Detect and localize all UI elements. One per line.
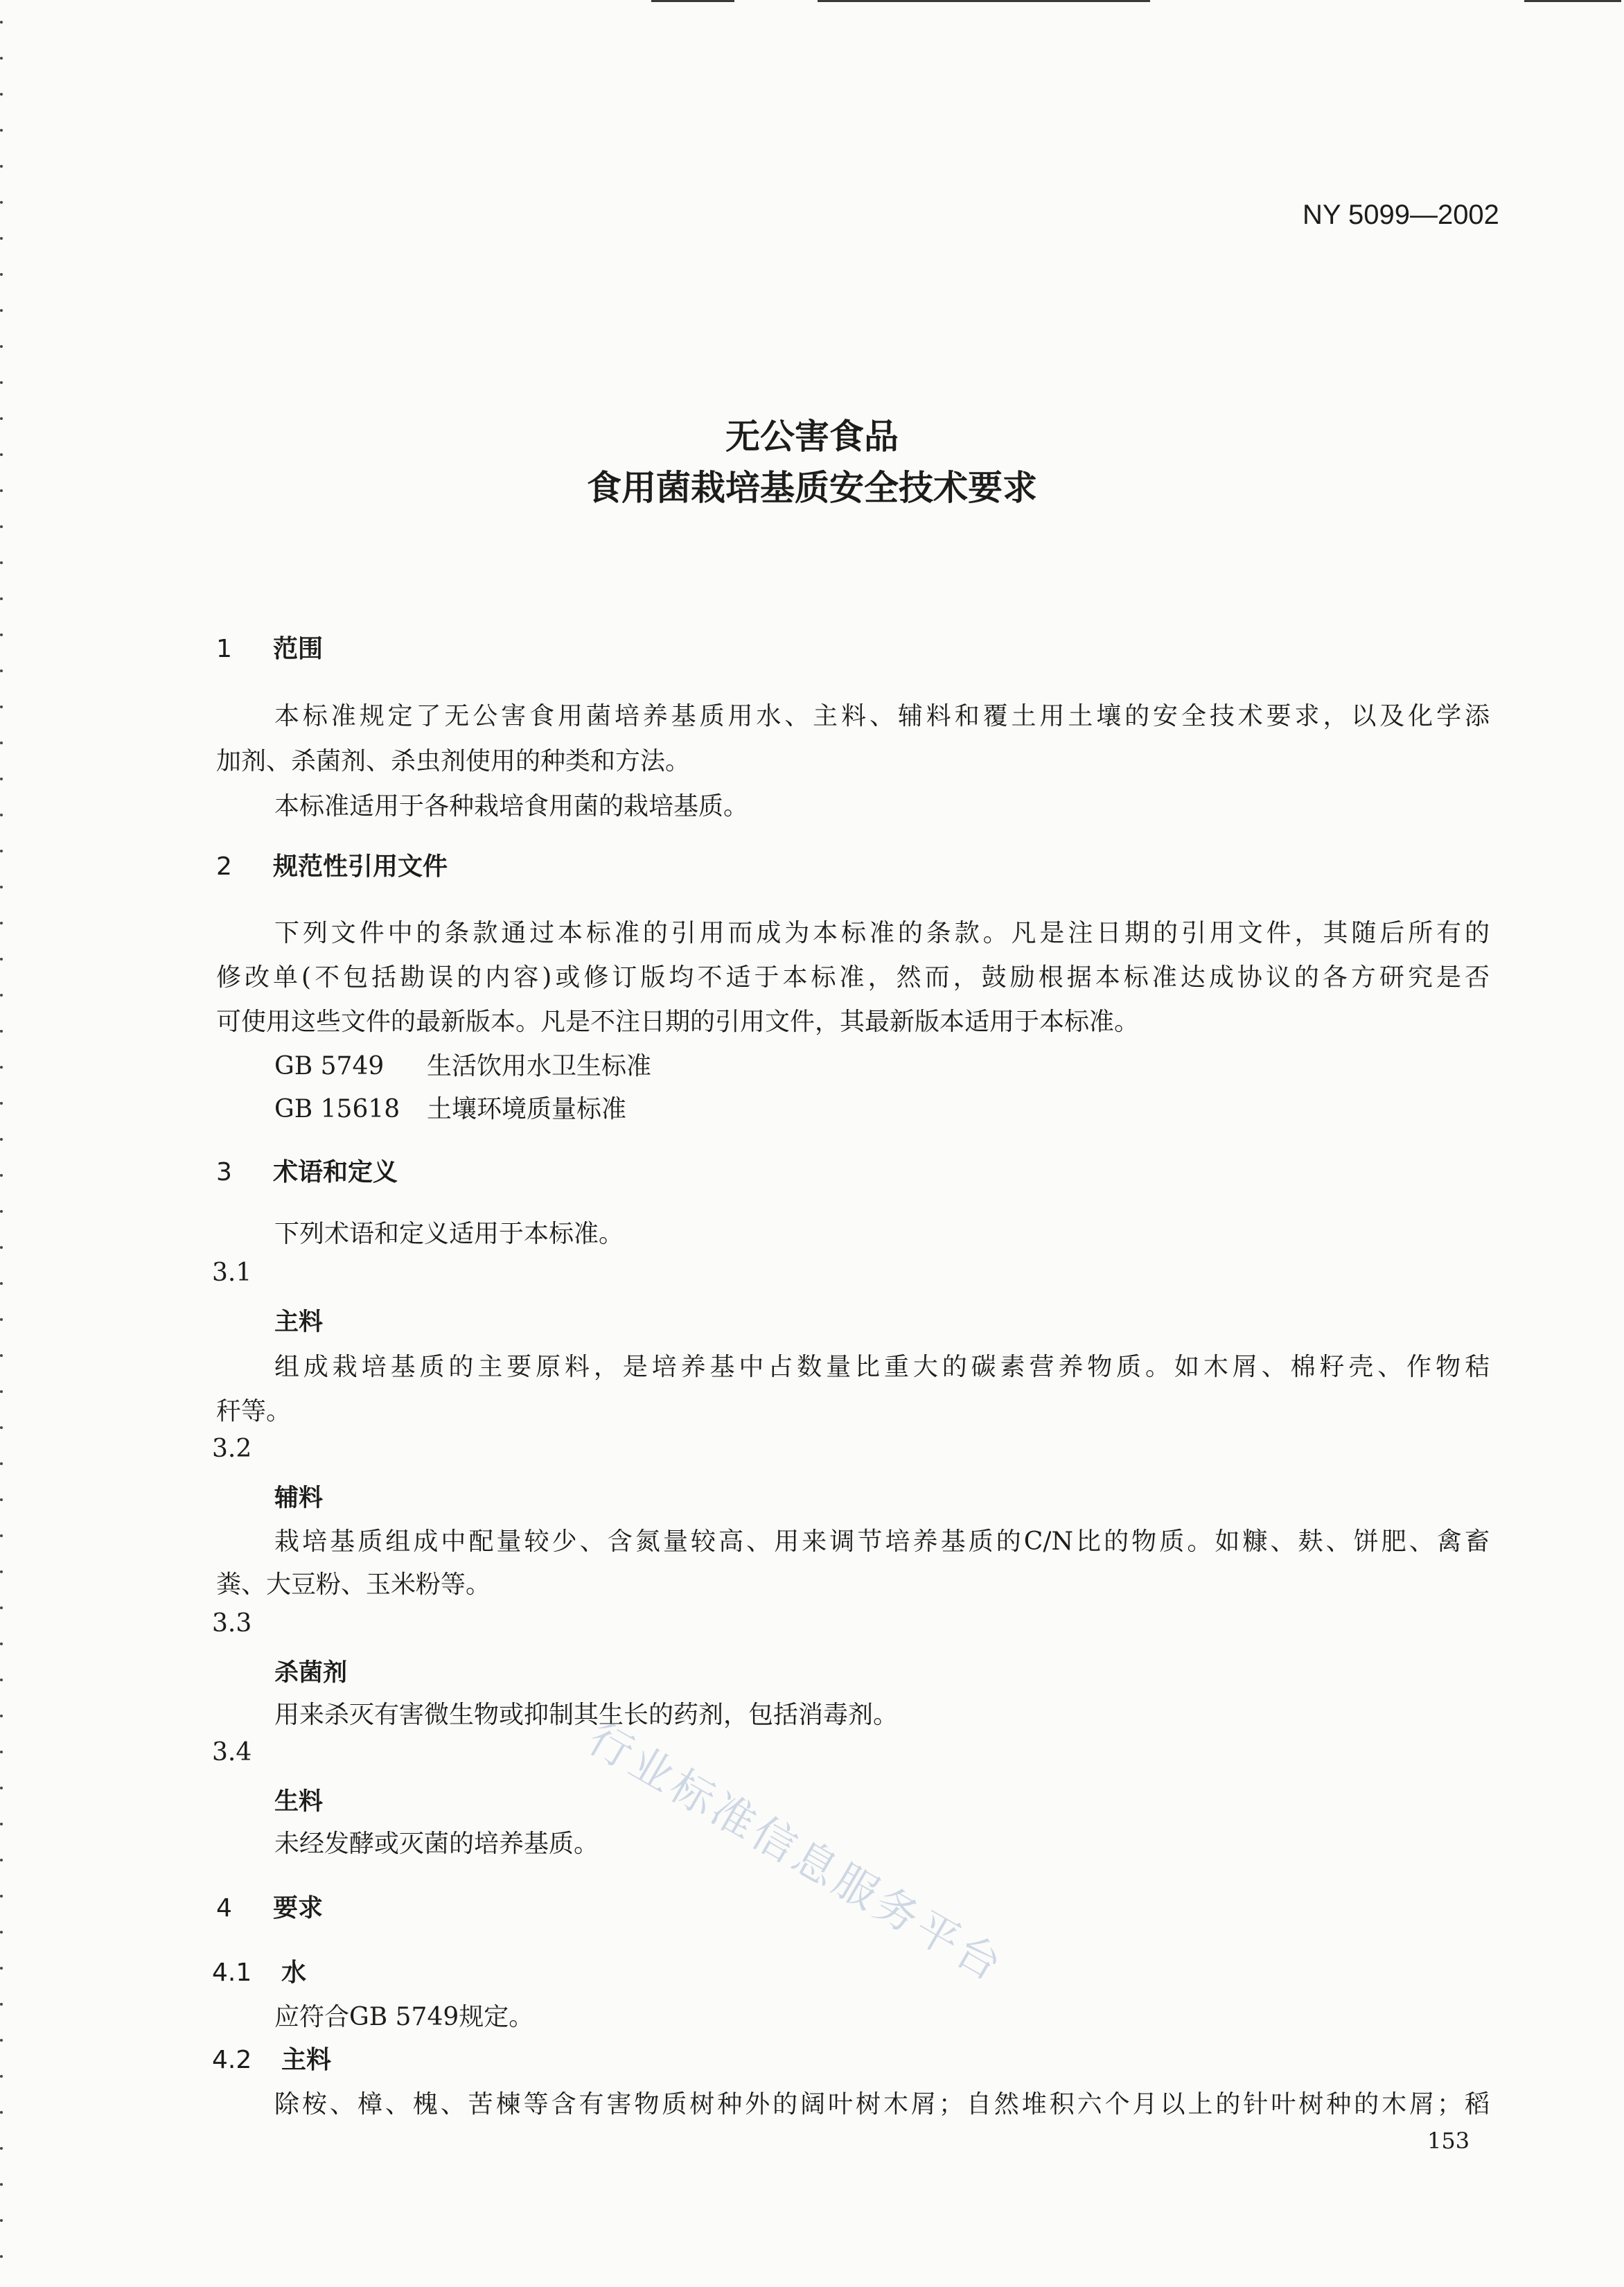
title-line-1: 无公害食品 [725,417,899,457]
subsection-title: 水 [281,1959,307,1987]
scan-edge-dot [0,273,3,276]
term-number: 3.2 [212,1435,252,1463]
scan-edge-dot [0,814,3,816]
section-title: 范围 [273,635,324,663]
paragraph-line: 下列术语和定义适用于本标准。 [274,1220,624,1248]
scan-edge-dot [0,345,3,348]
scan-edge-dot [0,1787,3,1789]
scan-edge-dot [0,1354,3,1357]
subsection-number: 4.1 [212,1959,252,1987]
scan-edge-dot [0,1138,3,1141]
scan-edge-dot [0,2183,3,2186]
scan-edge-dot [0,1534,3,1537]
scan-edge-dot [0,2255,3,2258]
scan-edge-dot [0,922,3,925]
term-number: 3.3 [212,1609,252,1638]
scan-edge-dot [0,2219,3,2222]
section-title: 术语和定义 [273,1158,398,1186]
scan-edge-dot [0,2003,3,2006]
page-number: 153 [1427,2128,1470,2154]
scan-edge-dot [0,633,3,636]
scan-edge-dot [0,1751,3,1753]
scan-edge-dot [0,2039,3,2042]
scan-edge-dot [0,778,3,780]
term-name: 主料 [274,1308,324,1336]
reference-item [274,1046,651,1082]
scan-mark [1524,0,1621,2]
section-number: 2 [216,852,232,881]
scan-edge-dot [0,1066,3,1069]
scan-edge-dot [0,994,3,997]
term-definition: 粪、大豆粉、玉米粉等。 [216,1570,491,1599]
scan-edge-dot [0,1642,3,1645]
section-title: 要求 [273,1894,324,1922]
scan-edge-dot [0,309,3,312]
reference-title: 生活饮用水卫生标准 [427,1052,652,1080]
scan-edge-dot [0,1390,3,1393]
paragraph-line: 修改单(不包括勘误的内容)或修订版均不适于本标准，然而，鼓励根据本标准达成协议的各方研究是否 [216,963,1490,992]
scan-edge-dot [0,561,3,564]
scan-edge-dot [0,1895,3,1898]
section-number: 1 [216,635,232,663]
reference-item [274,1089,626,1125]
scan-edge-dot [0,381,3,384]
scan-edge-dot [0,1174,3,1177]
scan-mark [651,0,734,2]
scan-edge-dot [0,1967,3,1970]
scan-edge-dot [0,669,3,672]
scan-edge-dot [0,1606,3,1609]
scan-edge-dot [0,165,3,168]
paragraph-line: 下列文件中的条款通过本标准的引用而成为本标准的条款。凡是注日期的引用文件，其随后所有的 [274,919,1490,947]
term-name: 杀菌剂 [274,1659,348,1687]
reference-code: GB 5749 [274,1052,385,1080]
term-name: 生料 [274,1788,324,1816]
scan-edge-dot [0,1498,3,1501]
scan-edge-dot [0,2075,3,2078]
scan-edge-dot [0,1102,3,1105]
scan-edge-dot [0,2111,3,2114]
scan-edge-dot [0,1210,3,1213]
term-definition: 组成栽培基质的主要原料，是培养基中占数量比重大的碳素营养物质。如木屑、棉籽壳、作物秸 [274,1353,1490,1381]
subsection-heading-water [212,1953,306,1988]
standard-code: NY 5099—2002 [1303,200,1499,230]
term-definition: 秆等。 [216,1397,292,1426]
scan-edge-dot [0,742,3,744]
scan-edge-dot [0,958,3,961]
scan-edge-dot [0,1679,3,1681]
watermark: 行业标准信息服务平台 [580,1712,1014,1992]
scan-edge-dot [0,525,3,528]
paragraph-line: 应符合GB 5749规定。 [274,2003,534,2031]
reference-title: 土壤环境质量标准 [427,1095,627,1123]
scan-edge-dot [0,57,3,60]
section-heading-terms [216,1153,398,1188]
scan-edge-dot [0,1931,3,1934]
subsection-title: 主料 [281,2046,332,2074]
scan-edge-dot [0,201,3,204]
scan-edge-dot [0,1570,3,1573]
subsection-number: 4.2 [212,2046,252,2074]
term-definition: 未经发酵或灭菌的培养基质。 [274,1830,599,1858]
scan-edge-dot [0,1246,3,1249]
scan-edge-dot [0,1426,3,1429]
scan-edge-dot [0,2147,3,2150]
scan-edge-dot [0,93,3,96]
term-definition: 栽培基质组成中配量较少、含氮量较高、用来调节培养基质的C/N比的物质。如糠、麸、饼肥、禽畜 [274,1527,1490,1556]
term-definition: 用来杀灭有害微生物或抑制其生长的药剂，包括消毒剂。 [274,1701,899,1729]
scan-edge-dot [0,1859,3,1861]
scan-edge-dot [0,1823,3,1825]
section-heading-scope [216,629,323,665]
scan-edge-dot [0,237,3,240]
scan-edge-dot [0,1318,3,1321]
section-heading-requirements [216,1889,323,1924]
paragraph-line: 本标准适用于各种栽培食用菌的栽培基质。 [274,792,749,821]
reference-code: GB 15618 [274,1095,400,1123]
scan-edge-dot [0,1282,3,1285]
scan-edge-dot [0,886,3,888]
scan-edge-dot [0,21,3,24]
section-number: 4 [216,1894,232,1922]
scan-edge-dot [0,850,3,852]
section-heading-normative-references [216,847,448,882]
section-number: 3 [216,1158,232,1186]
term-name: 辅料 [274,1484,324,1512]
scan-edge-dot [0,129,3,132]
subsection-heading-main-material [212,2040,331,2076]
paragraph-line: 本标准规定了无公害食用菌培养基质用水、主料、辅料和覆土用土壤的安全技术要求，以及化学添 [274,702,1490,730]
paragraph-line: 除桉、樟、槐、苦楝等含有害物质树种外的阔叶树木屑；自然堆积六个月以上的针叶树种的木屑；稻 [274,2090,1490,2119]
scan-mark [818,0,1150,2]
paragraph-line: 可使用这些文件的最新版本。凡是不注日期的引用文件，其最新版本适用于本标准。 [216,1008,1140,1036]
scan-edge-dot [0,706,3,708]
term-number: 3.4 [212,1738,252,1767]
scan-edge-dot [0,1715,3,1717]
term-number: 3.1 [212,1259,252,1287]
scan-edge-dot [0,1462,3,1465]
section-title: 规范性引用文件 [273,852,448,881]
scan-edge-dot [0,1030,3,1033]
scan-edge-dot [0,597,3,600]
title-line-2: 食用菌栽培基质安全技术要求 [587,468,1037,508]
paragraph-line: 加剂、杀菌剂、杀虫剂使用的种类和方法。 [216,747,691,776]
